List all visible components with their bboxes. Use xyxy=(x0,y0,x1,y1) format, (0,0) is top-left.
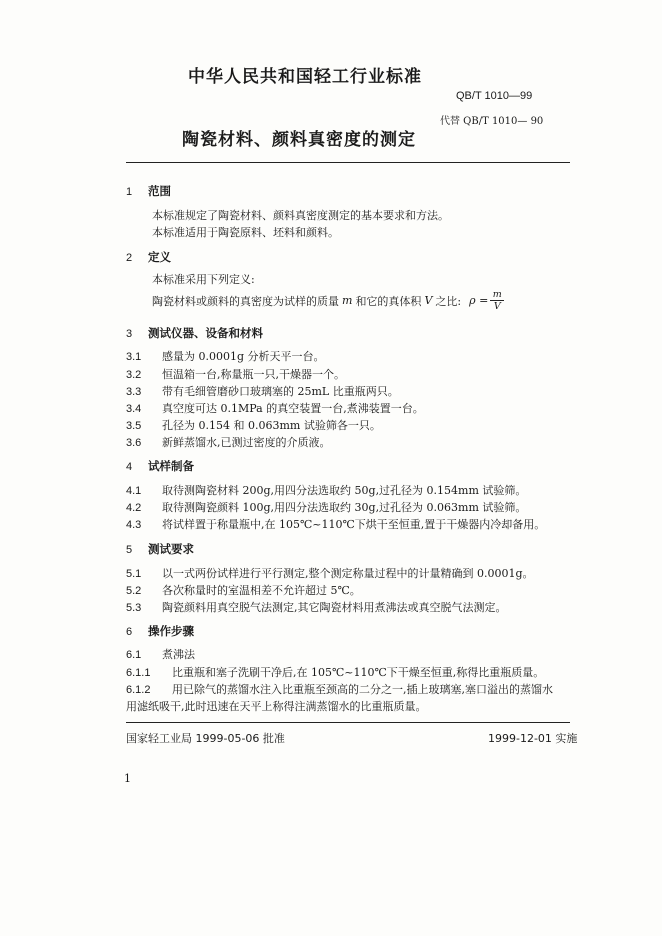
density-fraction xyxy=(490,289,504,312)
standard-code: QB/T 1010—99 xyxy=(456,90,533,102)
replaces-code: 代替 QB/T 1010— 90 xyxy=(440,116,544,127)
section-3-heading xyxy=(126,325,263,341)
document-title: 陶瓷材料、颜料真密度的测定 xyxy=(182,130,416,150)
section-title: 测试要求 xyxy=(148,542,194,556)
fraction-numerator: m xyxy=(492,289,502,300)
volume-symbol: V xyxy=(424,294,433,307)
effective-date: 1999-12-01 实施 xyxy=(488,732,578,745)
clause-3-3: 3.3 带有毛细管磨砂口玻璃塞的 25mL 比重瓶两只。 xyxy=(126,385,399,398)
section-6-heading xyxy=(126,623,194,639)
section-number: 4 xyxy=(126,461,133,473)
definition-text-c: 之比: xyxy=(435,294,462,308)
definition-text-a: 陶瓷材料或颜料的真密度为试样的质量 xyxy=(152,294,339,308)
section-number: 3 xyxy=(126,328,133,340)
section-title: 范围 xyxy=(148,184,171,198)
section-title: 定义 xyxy=(148,250,171,264)
clause-3-5: 3.5 孔径为 0.154 和 0.063mm 试验筛各一只。 xyxy=(126,419,381,432)
section-1-paragraph-2: 本标准适用于陶瓷原料、坯料和颜料。 xyxy=(152,226,339,239)
fraction-denominator: V xyxy=(493,301,501,312)
clause-6-1-1: 6.1.1 比重瓶和塞子洗刷干净后,在 105℃~110℃下干燥至恒重,称得比重瓶质量。 xyxy=(126,666,545,679)
clause-6-1-2: 6.1.2 用已除气的蒸馏水注入比重瓶至颈高的二分之一,插上玻璃塞,塞口溢出的蒸馏水 xyxy=(126,683,553,696)
standard-type: 中华人民共和国轻工行业标准 xyxy=(188,67,422,87)
section-1-paragraph-1: 本标准规定了陶瓷材料、颜料真密度测定的基本要求和方法。 xyxy=(152,209,449,222)
clause-5-1: 5.1 以一式两份试样进行平行测定,整个测定称量过程中的计量精确到 0.0001g。 xyxy=(126,567,534,580)
clause-6-1-2-continued: 用滤纸吸干,此时迅速在天平上称得注满蒸馏水的比重瓶质量。 xyxy=(126,700,427,713)
section-title: 测试仪器、设备和材料 xyxy=(148,326,263,340)
approval-info: 国家轻工业局 1999-05-06 批准 xyxy=(126,732,285,745)
clause-4-2: 4.2 取待测陶瓷颜料 100g,用四分法选取约 30g,过孔径为 0.063mm 试验筛。 xyxy=(126,501,527,514)
section-2-definition xyxy=(152,289,504,312)
clause-6-1: 6.1 煮沸法 xyxy=(126,648,195,661)
section-number: 6 xyxy=(126,626,133,638)
page-number: 1 xyxy=(124,772,131,785)
clause-3-2: 3.2 恒温箱一台,称量瓶一只,干燥器一个。 xyxy=(126,368,345,381)
section-title: 试样制备 xyxy=(148,459,194,473)
density-symbol: ρ = xyxy=(469,294,489,307)
mass-symbol: m xyxy=(342,294,353,307)
clause-3-1: 3.1 感量为 0.0001g 分析天平一台。 xyxy=(126,350,325,363)
section-2-heading xyxy=(126,249,171,265)
section-4-heading xyxy=(126,458,194,474)
section-1-heading xyxy=(126,183,171,199)
section-number: 2 xyxy=(126,252,133,264)
section-number: 5 xyxy=(126,544,133,556)
clause-3-6: 3.6 新鲜蒸馏水,已测过密度的介质液。 xyxy=(126,436,331,449)
clause-3-4: 3.4 真空度可达 0.1MPa 的真空装置一台,煮沸装置一台。 xyxy=(126,402,424,415)
clause-4-3: 4.3 将试样置于称量瓶中,在 105℃~110℃下烘干至恒重,置于干燥器内冷却备用。 xyxy=(126,518,546,531)
section-number: 1 xyxy=(126,186,133,198)
clause-5-3: 5.3 陶瓷颜料用真空脱气法测定,其它陶瓷材料用煮沸法或真空脱气法测定。 xyxy=(126,601,507,614)
header-divider xyxy=(126,162,570,163)
section-2-paragraph-1: 本标准采用下列定义: xyxy=(152,273,255,286)
section-5-heading xyxy=(126,541,194,557)
footer-divider xyxy=(126,722,570,723)
clause-5-2: 5.2 各次称量时的室温相差不允许超过 5℃。 xyxy=(126,584,361,597)
section-title: 操作步骤 xyxy=(148,624,194,638)
definition-text-b: 和它的真体积 xyxy=(355,294,422,308)
clause-4-1: 4.1 取待测陶瓷材料 200g,用四分法选取约 50g,过孔径为 0.154mm 试验筛。 xyxy=(126,484,527,497)
